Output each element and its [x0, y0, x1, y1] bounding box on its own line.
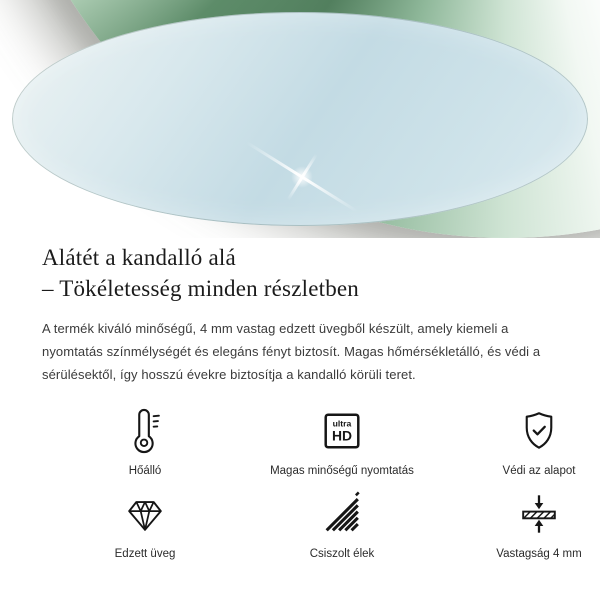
shield-check-icon	[516, 408, 562, 454]
ultra-hd-icon	[319, 408, 365, 454]
thermometer-icon	[122, 408, 168, 454]
marble-artwork	[12, 12, 588, 226]
feature-heat-resistant	[57, 408, 233, 477]
thickness-icon	[516, 491, 562, 537]
ultra-hd-icon-text-top: ultra	[332, 418, 352, 429]
feature-protects-base	[451, 408, 600, 477]
feature-label: Vastagság 4 mm	[496, 548, 582, 560]
page-title-line1: Alátét a kandalló alá	[42, 245, 236, 270]
feature-label: Edzett üveg	[114, 548, 176, 560]
polished-edges-icon	[319, 491, 365, 537]
feature-label: Védi az alapot	[502, 465, 576, 477]
product-description-block	[0, 242, 600, 560]
feature-tempered-glass	[57, 491, 233, 560]
feature-label: Hőálló	[128, 465, 162, 477]
product-image	[0, 0, 600, 238]
diamond-icon	[122, 491, 168, 537]
page-title	[42, 242, 558, 304]
feature-label: Magas minőségű nyomtatás	[270, 465, 414, 477]
page-title-line2: – Tökéletesség minden részletben	[42, 276, 360, 301]
feature-print-quality	[233, 408, 451, 477]
feature-polished-edges	[233, 491, 451, 560]
feature-thickness	[451, 491, 600, 560]
features-grid	[42, 408, 582, 560]
ultra-hd-icon-text-bottom: HD	[331, 427, 353, 444]
product-description: A termék kiváló minőségű, 4 mm vastag edzett üvegből készült, amely kiemeli a nyomtatás színmélységét és elegáns fényt biztosít. Magas hőmérsékletálló, és védi a sérülésektől, így hosszú évekre biztosítja a kandalló körüli teret.	[42, 321, 541, 382]
feature-label: Csiszolt élek	[309, 548, 375, 560]
